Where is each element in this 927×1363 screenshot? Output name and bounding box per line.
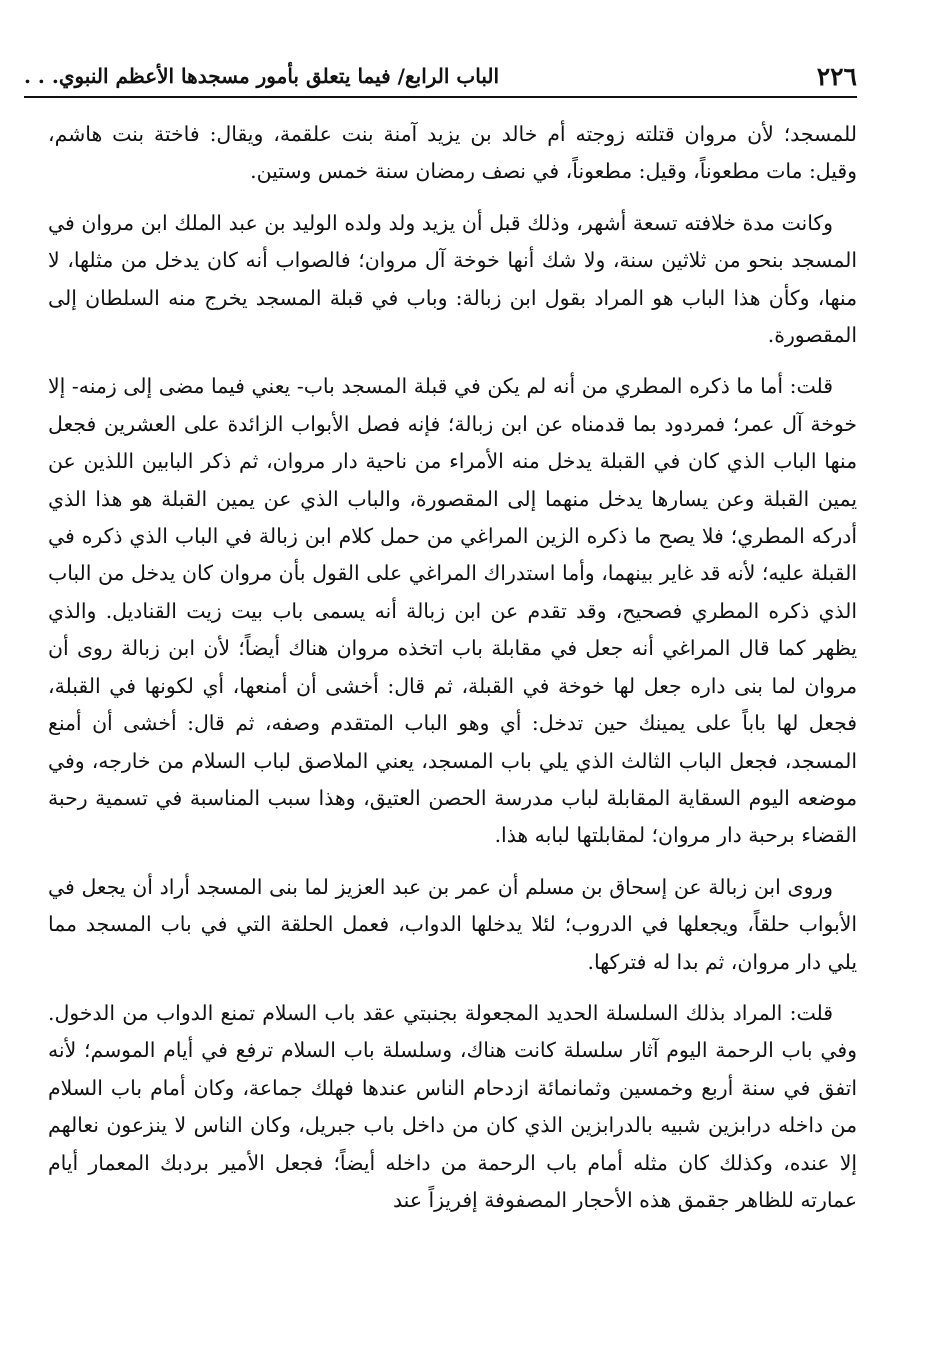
paragraph: للمسجد؛ لأن مروان قتلته زوجته أم خالد بن يزيد آمنة بنت علقمة، ويقال: فاختة بنت هاشم، وقيل: مات مطعوناً، وقيل: مطعوناً، في نصف رمضان سنة خمس وستين.	[48, 122, 857, 184]
paragraph: وكانت مدة خلافته تسعة أشهر، وذلك قبل أن يزيد ولد ولده الوليد بن عبد الملك ابن مروان في المسجد بنحو من ثلاثين سنة، ولا شك أنها خوخة آل مروان؛ فالصواب أنه كان يدخل من مثلها، لا منها، وكأن هذا الباب هو المراد بقول ابن زبالة: وباب في قبلة المسجد يخرج منه السلطان إلى المقصورة.	[48, 210, 857, 348]
header-rule	[24, 96, 857, 98]
page-number: ٢٢٦	[816, 61, 857, 91]
running-header	[24, 58, 857, 94]
body-text	[48, 116, 857, 1233]
paragraph: قلت: المراد بذلك السلسلة الحديد المجعولة بجنبتي عقد باب السلام تمنع الدواب من الدخول. وفي باب الرحمة اليوم آثار سلسلة كانت هناك، وسلسلة باب السلام ترفع في أيام الموسم؛ لأنه اتفق في سنة أربع وخمسين وثمانمائة ازدحام الناس عندها فهلك جماعة، وكان أمام باب السلام من داخله درابزين شبيه بالدرابزين الذي كان من داخل باب جبريل، وكان الناس لا ينزعون نعالهم إلا عنده، وكذلك كان مثله أمام باب الرحمة من داخله أيضاً؛ فجعل الأمير بردبك المعمار أيام عمارته للظاهر جقمق هذه الأحجار المصفوفة إفريزاً عند	[48, 1000, 857, 1212]
chapter-title: الباب الرابع/ فيما يتعلق بأمور مسجدها الأعظم النبوي. . .	[24, 64, 500, 88]
paragraph: وروى ابن زبالة عن إسحاق بن مسلم أن عمر بن عبد العزيز لما بنى المسجد أراد أن يجعل في الأبواب حلقاً، ويجعلها في الدروب؛ لئلا يدخلها الدواب، فعمل الحلقة التي في باب المسجد مما يلي دار مروان، ثم بدا له فتركها.	[48, 874, 857, 974]
paragraph: قلت: أما ما ذكره المطري من أنه لم يكن في قبلة المسجد باب- يعني فيما مضى إلى زمنه- إلا خوخة آل عمر؛ فمردود بما قدمناه عن ابن زبالة؛ فإنه فصل الأبواب الزائدة على العشرين فجعل منها الباب الذي كان في القبلة يدخل منه الأمراء من ناحية دار مروان، ثم ذكر البابين اللذين عن يمين القبلة وعن يسارها يدخل منهما إلى المقصورة، والباب الذي عن يمين القبلة هو هذا الذي أدركه المطري؛ فلا يصح ما ذكره الزين المراغي من حمل كلام ابن زبالة في الباب الذي ذكره في القبلة عليه؛ لأنه قد غاير بينهما، وأما استدراك المراغي على القول بأن مروان كان يدخل من الباب الذي ذكره المطري فصحيح، وقد تقدم عن ابن زبالة أنه يسمى باب بيت زيت القناديل. والذي يظهر كما قال المراغي أنه جعل في مقابلة باب اتخذه مروان هناك أيضاً؛ لأن ابن زبالة روى أن مروان لما بنى داره جعل لها خوخة في القبلة، ثم قال: أخشى أن أمنعها، أي لكونها في القبلة، فجعل لها باباً على يمينك حين تدخل: أي وهو الباب المتقدم وصفه، ثم قال: أخشى أن أمنع المسجد، فجعل الباب الثالث الذي يلي باب المسجد، يعني الملاصق لباب السلام من خارجه، وفي موضعه اليوم السقاية المقابلة لباب مدرسة الحصن العتيق، وهذا سبب المناسبة في تسمية رحبة القضاء برحبة دار مروان؛ لمقابلتها لبابه هذا.	[48, 374, 857, 848]
